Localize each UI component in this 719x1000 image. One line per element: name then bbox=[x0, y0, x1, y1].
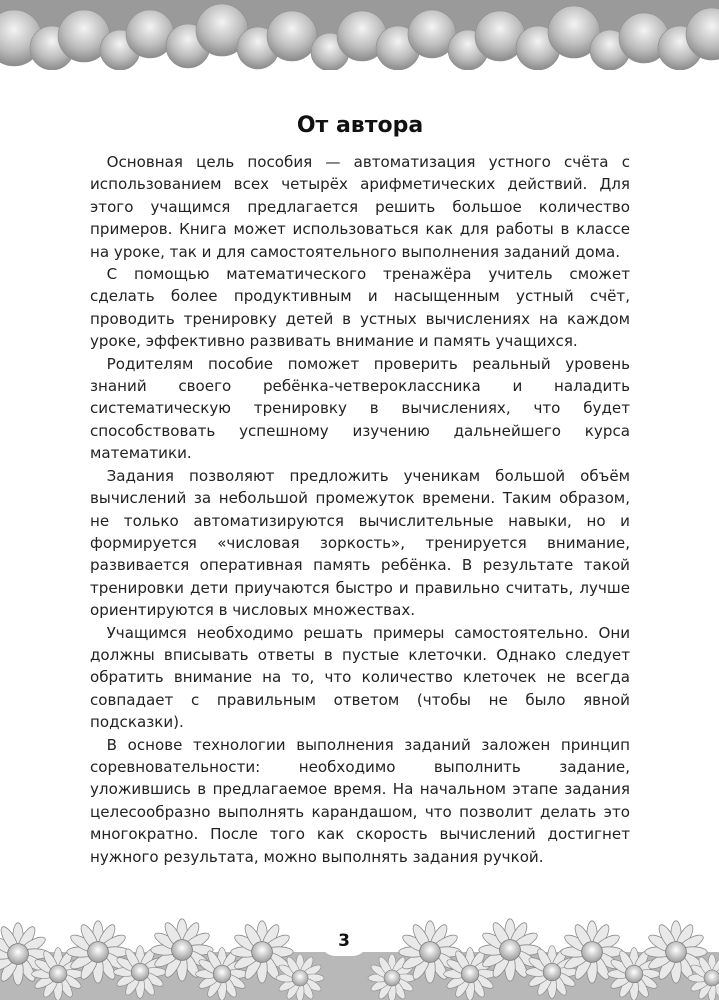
main-content bbox=[90, 108, 630, 868]
paragraph-6: В основе технологии выполнения заданий заложен принцип соревновательности: необходимо выполнить задание, уложившись в предлагаемое время. На начальном этапе задания целесообразно выполнять карандашом, что позволит делать это многократно. После того как скорость вычислений достигнет нужного результата, можно выполнять задания ручкой. bbox=[90, 735, 630, 866]
page-number-badge bbox=[321, 926, 367, 956]
cloud-border-decoration bbox=[0, 0, 719, 70]
paragraph-5: Учащимся необходимо решать примеры самостоятельно. Они должны вписывать ответы в пустые клеточки. Однако следует обратить внимание на то, что количество клеточек не всегда совпадает с правильным ответом (чтобы не было явной подсказки). bbox=[90, 623, 630, 732]
page-number: 3 bbox=[338, 931, 350, 951]
paragraph-4: Задания позволяют предложить ученикам большой объём вычислений за небольшой промежуток времени. Таким образом, не только автоматизируются вычислительные навыки, но и формируется «числовая зоркость», тренируется внимание, развивается оперативная память ребёнка. В результате такой тренировки дети приучаются быстро и правильно считать, лучше ориентируются в числовых множествах. bbox=[90, 466, 630, 620]
paragraph-1: Основная цель пособия — автоматизация устного счёта с использованием всех четырёх арифметических действий. Для этого учащимся предлагается решить большое количество примеров. Книга может использоваться как для работы в классе на уроке, так и для самостоятельного выполнения заданий дома. bbox=[90, 153, 630, 261]
paragraph-3: Родителям пособие поможет проверить реальный уровень знаний своего ребёнка-четвероклассника и наладить систематическую тренировку в вычислениях, что будет способствовать успешному изучению дальнейшего курса математики. bbox=[90, 354, 630, 463]
paragraph-2: С помощью математического тренажёра учитель сможет сделать более продуктивным и насыщенным устный счёт, проводить тренировку детей в устных вычислениях на каждом уроке, эффективно развивать внимание и память учащихся. bbox=[90, 265, 630, 351]
page-title: От автора bbox=[296, 113, 424, 138]
